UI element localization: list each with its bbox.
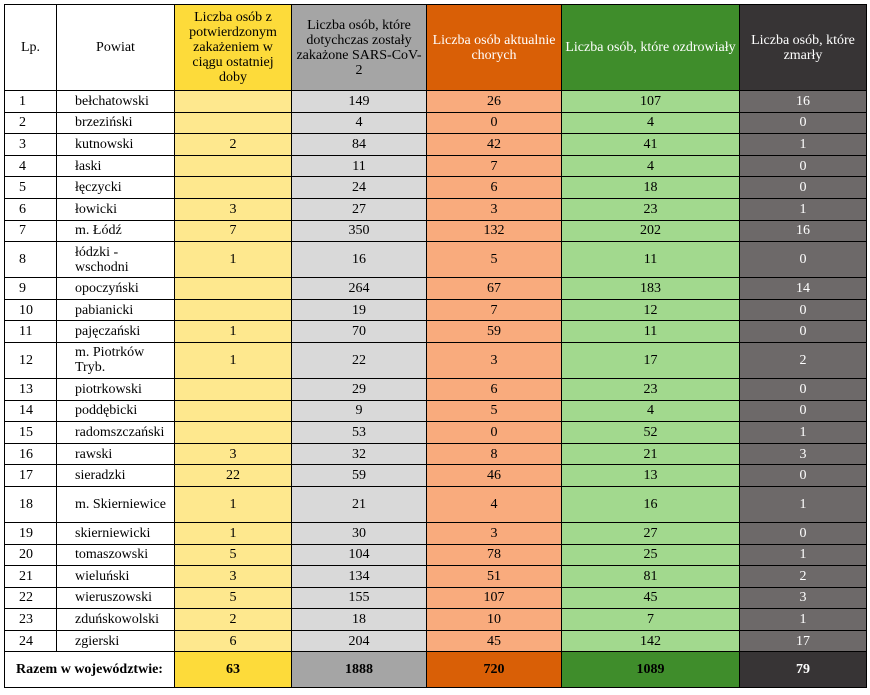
- cell-lp: 9: [5, 278, 57, 300]
- cell-currently-sick: 5: [427, 400, 562, 422]
- table-row: [5, 609, 867, 631]
- header-lp: Lp.: [5, 5, 57, 91]
- cell-deaths: 3: [740, 587, 867, 609]
- cell-lp: 11: [5, 321, 57, 343]
- cell-total-cases: 104: [292, 544, 427, 566]
- cell-powiat: wieluński: [57, 566, 175, 588]
- totals-row: [5, 652, 867, 688]
- header-currently-sick: Liczba osób aktualnie chorych: [427, 5, 562, 91]
- cell-lp: 24: [5, 630, 57, 652]
- cell-recovered: 13: [562, 465, 740, 487]
- totals-deaths: 79: [740, 652, 867, 688]
- cell-lp: 14: [5, 400, 57, 422]
- cell-currently-sick: 3: [427, 522, 562, 544]
- table-row: [5, 587, 867, 609]
- cell-new-cases: 2: [175, 609, 292, 631]
- table-row: [5, 443, 867, 465]
- cell-recovered: 7: [562, 609, 740, 631]
- cell-lp: 10: [5, 299, 57, 321]
- cell-currently-sick: 6: [427, 177, 562, 199]
- cell-lp: 19: [5, 522, 57, 544]
- cell-lp: 17: [5, 465, 57, 487]
- cell-currently-sick: 7: [427, 299, 562, 321]
- cell-deaths: 0: [740, 378, 867, 400]
- header-powiat: Powiat: [57, 5, 175, 91]
- cell-total-cases: 84: [292, 134, 427, 156]
- cell-total-cases: 21: [292, 486, 427, 522]
- cell-new-cases: 5: [175, 587, 292, 609]
- cell-total-cases: 53: [292, 422, 427, 444]
- cell-deaths: 1: [740, 134, 867, 156]
- cell-total-cases: 4: [292, 112, 427, 134]
- cell-currently-sick: 10: [427, 609, 562, 631]
- cell-new-cases: [175, 378, 292, 400]
- cell-powiat: sieradzki: [57, 465, 175, 487]
- cell-lp: 6: [5, 198, 57, 220]
- header-new-cases: Liczba osób z potwierdzonym zakażeniem w ciągu ostatniej doby: [175, 5, 292, 91]
- cell-new-cases: [175, 278, 292, 300]
- table-row: [5, 299, 867, 321]
- cell-new-cases: 2: [175, 134, 292, 156]
- header-recovered: Liczba osób, które ozdrowiały: [562, 5, 740, 91]
- cell-lp: 22: [5, 587, 57, 609]
- cell-total-cases: 19: [292, 299, 427, 321]
- cell-currently-sick: 59: [427, 321, 562, 343]
- cell-powiat: wieruszowski: [57, 587, 175, 609]
- cell-total-cases: 30: [292, 522, 427, 544]
- cell-deaths: 14: [740, 278, 867, 300]
- cell-total-cases: 149: [292, 91, 427, 113]
- cell-powiat: kutnowski: [57, 134, 175, 156]
- cell-deaths: 0: [740, 155, 867, 177]
- cell-new-cases: 22: [175, 465, 292, 487]
- cell-currently-sick: 46: [427, 465, 562, 487]
- cell-powiat: łęczycki: [57, 177, 175, 199]
- cell-lp: 13: [5, 378, 57, 400]
- cell-powiat: m. Łódź: [57, 220, 175, 242]
- cell-lp: 2: [5, 112, 57, 134]
- cell-new-cases: 1: [175, 342, 292, 378]
- cell-currently-sick: 0: [427, 112, 562, 134]
- cell-powiat: łódzki - wschodni: [57, 242, 175, 278]
- cell-total-cases: 27: [292, 198, 427, 220]
- cell-currently-sick: 51: [427, 566, 562, 588]
- cell-deaths: 1: [740, 609, 867, 631]
- table-row: [5, 544, 867, 566]
- cell-recovered: 45: [562, 587, 740, 609]
- cell-deaths: 0: [740, 177, 867, 199]
- cell-recovered: 202: [562, 220, 740, 242]
- cell-currently-sick: 3: [427, 342, 562, 378]
- cell-recovered: 142: [562, 630, 740, 652]
- table-row: [5, 486, 867, 522]
- cell-deaths: 16: [740, 220, 867, 242]
- cell-total-cases: 22: [292, 342, 427, 378]
- cell-lp: 7: [5, 220, 57, 242]
- cell-total-cases: 59: [292, 465, 427, 487]
- cell-powiat: radomszczański: [57, 422, 175, 444]
- cell-deaths: 0: [740, 112, 867, 134]
- cell-new-cases: 5: [175, 544, 292, 566]
- cell-powiat: zgierski: [57, 630, 175, 652]
- cell-lp: 3: [5, 134, 57, 156]
- cell-new-cases: 1: [175, 486, 292, 522]
- totals-label: Razem w województwie:: [5, 652, 175, 688]
- table-row: [5, 134, 867, 156]
- cell-powiat: m. Piotrków Tryb.: [57, 342, 175, 378]
- cell-lp: 21: [5, 566, 57, 588]
- cell-total-cases: 29: [292, 378, 427, 400]
- table-row: [5, 112, 867, 134]
- cell-currently-sick: 6: [427, 378, 562, 400]
- cell-total-cases: 70: [292, 321, 427, 343]
- cell-new-cases: 1: [175, 321, 292, 343]
- cell-total-cases: 350: [292, 220, 427, 242]
- cell-new-cases: 3: [175, 566, 292, 588]
- table-body: [5, 91, 867, 652]
- cell-currently-sick: 26: [427, 91, 562, 113]
- cell-lp: 1: [5, 91, 57, 113]
- table-row: [5, 91, 867, 113]
- cell-powiat: skierniewicki: [57, 522, 175, 544]
- cell-new-cases: [175, 177, 292, 199]
- cell-deaths: 0: [740, 321, 867, 343]
- cell-currently-sick: 3: [427, 198, 562, 220]
- cell-powiat: rawski: [57, 443, 175, 465]
- cell-total-cases: 16: [292, 242, 427, 278]
- cell-powiat: łowicki: [57, 198, 175, 220]
- cell-recovered: 4: [562, 400, 740, 422]
- table-row: [5, 400, 867, 422]
- cell-total-cases: 264: [292, 278, 427, 300]
- covid-stats-table: [4, 4, 867, 688]
- cell-deaths: 0: [740, 242, 867, 278]
- cell-lp: 4: [5, 155, 57, 177]
- cell-currently-sick: 5: [427, 242, 562, 278]
- cell-new-cases: 1: [175, 522, 292, 544]
- cell-total-cases: 11: [292, 155, 427, 177]
- cell-recovered: 52: [562, 422, 740, 444]
- cell-powiat: piotrkowski: [57, 378, 175, 400]
- cell-recovered: 18: [562, 177, 740, 199]
- cell-lp: 12: [5, 342, 57, 378]
- cell-deaths: 2: [740, 342, 867, 378]
- table-row: [5, 630, 867, 652]
- cell-total-cases: 155: [292, 587, 427, 609]
- totals-recovered: 1089: [562, 652, 740, 688]
- cell-currently-sick: 78: [427, 544, 562, 566]
- cell-powiat: zduńskowolski: [57, 609, 175, 631]
- cell-powiat: brzeziński: [57, 112, 175, 134]
- cell-recovered: 23: [562, 378, 740, 400]
- cell-new-cases: [175, 112, 292, 134]
- cell-lp: 18: [5, 486, 57, 522]
- cell-deaths: 0: [740, 299, 867, 321]
- totals-new-cases: 63: [175, 652, 292, 688]
- cell-powiat: pabianicki: [57, 299, 175, 321]
- table-row: [5, 278, 867, 300]
- table-row: [5, 522, 867, 544]
- cell-total-cases: 18: [292, 609, 427, 631]
- cell-recovered: 17: [562, 342, 740, 378]
- cell-deaths: 1: [740, 422, 867, 444]
- cell-recovered: 41: [562, 134, 740, 156]
- cell-recovered: 11: [562, 321, 740, 343]
- cell-new-cases: [175, 400, 292, 422]
- cell-new-cases: [175, 91, 292, 113]
- cell-recovered: 11: [562, 242, 740, 278]
- cell-currently-sick: 42: [427, 134, 562, 156]
- cell-deaths: 1: [740, 544, 867, 566]
- table-row: [5, 422, 867, 444]
- cell-recovered: 16: [562, 486, 740, 522]
- cell-deaths: 17: [740, 630, 867, 652]
- cell-lp: 5: [5, 177, 57, 199]
- cell-recovered: 12: [562, 299, 740, 321]
- table-row: [5, 342, 867, 378]
- cell-new-cases: 3: [175, 198, 292, 220]
- table-row: [5, 198, 867, 220]
- table-row: [5, 378, 867, 400]
- table-row: [5, 566, 867, 588]
- cell-currently-sick: 0: [427, 422, 562, 444]
- cell-powiat: łaski: [57, 155, 175, 177]
- cell-currently-sick: 7: [427, 155, 562, 177]
- cell-recovered: 25: [562, 544, 740, 566]
- cell-currently-sick: 45: [427, 630, 562, 652]
- cell-recovered: 4: [562, 155, 740, 177]
- cell-recovered: 107: [562, 91, 740, 113]
- cell-deaths: 0: [740, 522, 867, 544]
- cell-new-cases: 7: [175, 220, 292, 242]
- cell-recovered: 4: [562, 112, 740, 134]
- cell-powiat: poddębicki: [57, 400, 175, 422]
- cell-powiat: opoczyński: [57, 278, 175, 300]
- cell-total-cases: 32: [292, 443, 427, 465]
- cell-lp: 20: [5, 544, 57, 566]
- cell-currently-sick: 4: [427, 486, 562, 522]
- cell-currently-sick: 132: [427, 220, 562, 242]
- table-row: [5, 177, 867, 199]
- cell-total-cases: 134: [292, 566, 427, 588]
- cell-currently-sick: 67: [427, 278, 562, 300]
- table-row: [5, 242, 867, 278]
- cell-powiat: bełchatowski: [57, 91, 175, 113]
- cell-powiat: m. Skierniewice: [57, 486, 175, 522]
- cell-deaths: 0: [740, 400, 867, 422]
- cell-currently-sick: 8: [427, 443, 562, 465]
- cell-deaths: 1: [740, 486, 867, 522]
- header-deaths: Liczba osób, które zmarły: [740, 5, 867, 91]
- table-row: [5, 220, 867, 242]
- cell-deaths: 3: [740, 443, 867, 465]
- header-total-cases: Liczba osób, które dotychczas zostały zakażone SARS-CoV-2: [292, 5, 427, 91]
- cell-new-cases: [175, 299, 292, 321]
- cell-recovered: 183: [562, 278, 740, 300]
- cell-deaths: 1: [740, 198, 867, 220]
- cell-lp: 8: [5, 242, 57, 278]
- header-row: [5, 5, 867, 91]
- cell-deaths: 0: [740, 465, 867, 487]
- totals-currently-sick: 720: [427, 652, 562, 688]
- cell-new-cases: [175, 422, 292, 444]
- cell-new-cases: 6: [175, 630, 292, 652]
- cell-total-cases: 24: [292, 177, 427, 199]
- totals-total-cases: 1888: [292, 652, 427, 688]
- cell-recovered: 27: [562, 522, 740, 544]
- cell-deaths: 16: [740, 91, 867, 113]
- cell-new-cases: 3: [175, 443, 292, 465]
- cell-powiat: pajęczański: [57, 321, 175, 343]
- cell-lp: 23: [5, 609, 57, 631]
- cell-powiat: tomaszowski: [57, 544, 175, 566]
- table-row: [5, 465, 867, 487]
- cell-lp: 15: [5, 422, 57, 444]
- table-row: [5, 155, 867, 177]
- cell-recovered: 21: [562, 443, 740, 465]
- cell-lp: 16: [5, 443, 57, 465]
- cell-total-cases: 204: [292, 630, 427, 652]
- cell-recovered: 23: [562, 198, 740, 220]
- cell-total-cases: 9: [292, 400, 427, 422]
- cell-new-cases: [175, 155, 292, 177]
- cell-currently-sick: 107: [427, 587, 562, 609]
- cell-new-cases: 1: [175, 242, 292, 278]
- cell-deaths: 2: [740, 566, 867, 588]
- table-row: [5, 321, 867, 343]
- cell-recovered: 81: [562, 566, 740, 588]
